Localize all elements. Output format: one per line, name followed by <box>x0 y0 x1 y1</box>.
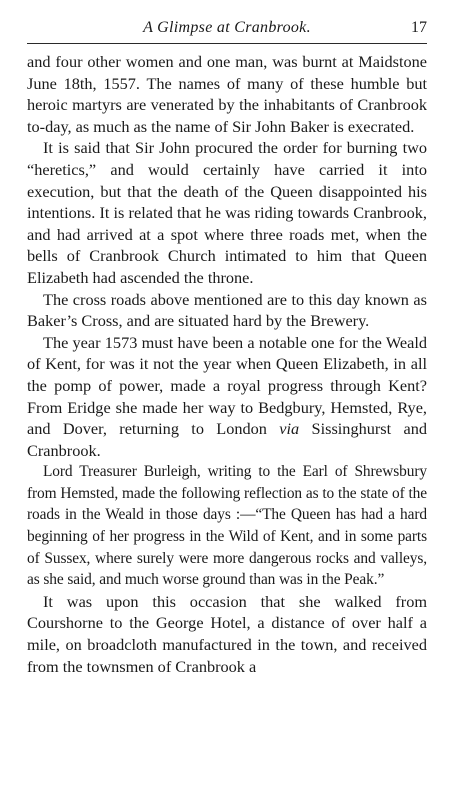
paragraph-text: The year 1573 must have been a notable one for the Weald of Kent, for was it not the year when Queen Elizabeth, in all the pomp of power, made a royal progress through Kent? From Eridge she made her way to Bedgbury, Hemsted, Rye, and Dover, returning to London <box>27 332 427 439</box>
header-rule <box>27 43 427 44</box>
paragraph-text: It was upon this occasion that she walked from Courshorne to the George Hotel, a distance of over half a mile, on broadcloth manufactured in the town, and received from the townsmen of Cranbrook a <box>27 591 427 676</box>
paragraph <box>27 332 427 462</box>
page-number: 17 <box>411 19 427 36</box>
paragraph <box>27 289 427 332</box>
running-title: A Glimpse at Cranbrook. <box>143 19 311 36</box>
paragraph <box>27 137 427 288</box>
paragraph-text: Lord Treasurer Burleigh, writing to the Earl of Shrewsbury from Hemsted, made the following reflection as to the state of the roads in the Weald in those days :—“The Queen has had a hard beginning of her progress in the Wild of Kent, and in some parts of Sussex, where surely were more dangerous rocks and valleys, as she said, and much worse ground than was in the Peak.” <box>27 463 427 589</box>
book-page <box>27 16 427 677</box>
paragraph <box>27 51 427 137</box>
running-head <box>27 16 427 40</box>
body-text <box>27 51 427 677</box>
paragraph-text: The cross roads above mentioned are to this day known as Baker’s Cross, and are situated hard by the Brewery. <box>27 289 427 331</box>
paragraph <box>27 461 427 591</box>
italic-text: via <box>279 419 300 439</box>
paragraph-text: It is said that Sir John procured the order for burning two “heretics,” and would certainly have carried it into execution, but that the death of the Queen disappointed his intentions. It is related that he was riding towards Cranbrook, and had arrived at a spot where three roads met, when the bells of Cranbrook Church intimated to him that Queen Elizabeth had ascended the throne. <box>27 138 427 287</box>
paragraph-text: Sissinghurst and Cranbrook. <box>27 419 427 460</box>
paragraph <box>27 591 427 677</box>
paragraph-text: and four other women and one man, was burnt at Maidstone June 18th, 1557. The names of many of these humble but heroic martyrs are venerated by the inhabitants of Cranbrook to-day, as much as the name of Sir John Baker is execrated. <box>27 52 427 136</box>
